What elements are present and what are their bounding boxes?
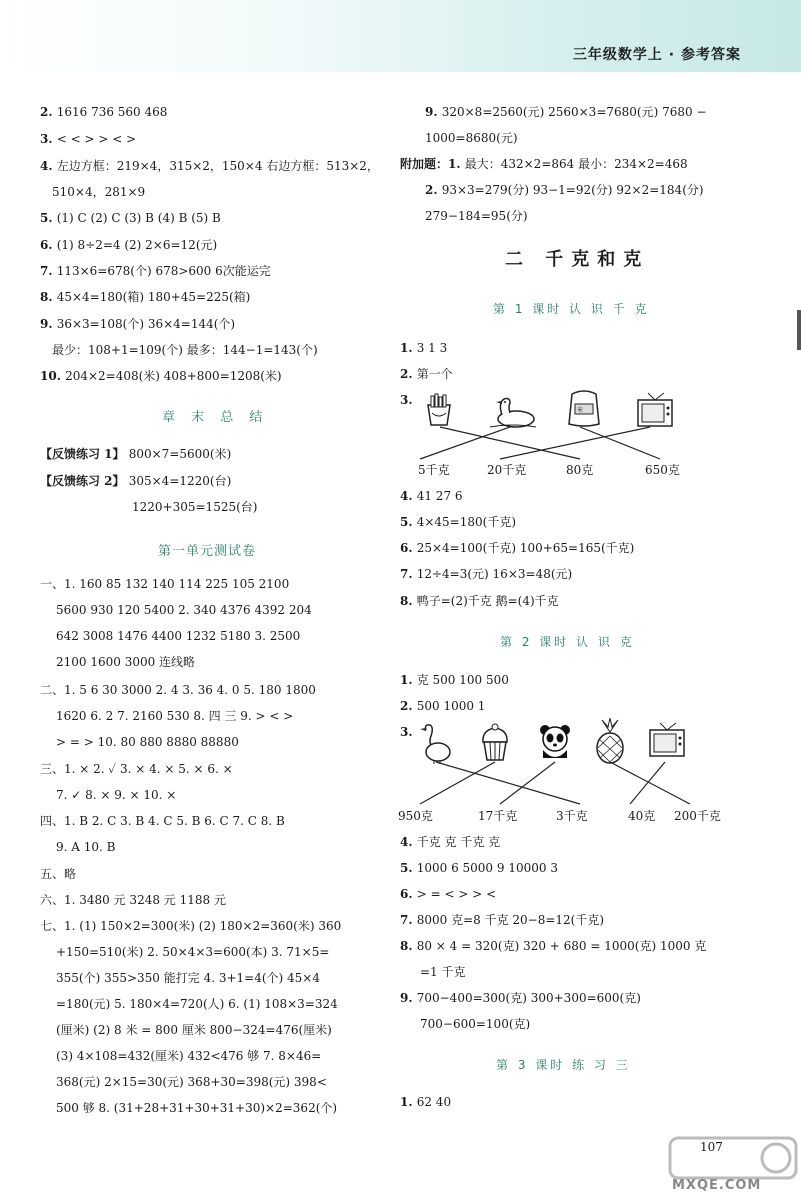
answer-line (40, 473, 231, 489)
pineapple-icon (592, 718, 628, 764)
answer-text: 25×4=100(千克) 100+65=165(千克) (416, 541, 635, 555)
answer-line: (厘米) (2) 8 米 = 800 厘米 800−324=476(厘米) (56, 1023, 332, 1037)
weight-label: 3千克 (556, 809, 588, 823)
matching-lines-1 (400, 425, 700, 465)
duck-icon (488, 393, 538, 429)
answer-text: < < > > < > (56, 132, 137, 146)
question-number: 7. (400, 567, 417, 581)
question-number: 4. (400, 835, 417, 849)
weight-label: 650克 (645, 463, 680, 477)
answer-text: 320×8=2560(元) 2560×3=7680(元) 7680 − (441, 105, 707, 119)
answer-line: +150=510(米) 2. 50×4×3=600(本) 3. 71×5= (56, 945, 330, 959)
chapter-title: 二 千克和克 (505, 249, 650, 270)
answer-line (400, 366, 453, 382)
answer-text: 700−600=100(克) (420, 1017, 531, 1031)
answer-text: 8000 克=8 千克 20−8=12(千克) (416, 913, 605, 927)
question-number: 9. (425, 105, 442, 119)
question-number: 8. (400, 594, 417, 608)
answer-line: > = > 10. 80 880 8880 88880 (56, 735, 239, 749)
question-number: 7. (400, 913, 417, 927)
lesson-title-2: 第 2 课时 认 识 克 (500, 635, 635, 649)
page-header-title: 三年级数学上 · 参考答案 (572, 47, 741, 63)
answer-text: 700−400=300(克) 300+300=600(克) (416, 991, 641, 1005)
answer-line (400, 540, 634, 556)
answer-text: 最大：432×2=864 最小：234×2=468 (464, 157, 688, 171)
answer-line: 500 够 8. (31+28+31+30+31+30)×2=362(个) (56, 1101, 338, 1115)
answer-text: (1) 8÷2=4 (2) 2×6=12(元) (56, 238, 218, 252)
question-number: 4. (400, 489, 417, 503)
answer-text: 左边方框：219×4，315×2，150×4 右边方框：513×2， (56, 159, 379, 173)
answer-line (40, 446, 231, 462)
answer-text: > = < > > < (416, 887, 497, 901)
question-number: 1. (400, 341, 417, 355)
weight-label: 80克 (566, 463, 594, 477)
answer-line (420, 964, 466, 980)
answer-text: 鸭子=(2)千克 鹅=(4)千克 (416, 594, 559, 608)
answer-text: 62 40 (416, 1095, 452, 1109)
answer-line (400, 990, 641, 1006)
answer-line: 四、1. B 2. C 3. B 4. C 5. B 6. C 7. C 8. B (40, 814, 285, 828)
answer-line (40, 316, 235, 332)
answer-text: =1 千克 (420, 965, 466, 979)
question-number: 7. (40, 264, 57, 278)
question-number: 5. (400, 515, 417, 529)
answer-text: 80 × 4 = 320(克) 320 + 680 = 1000(克) 1000 克 (416, 939, 707, 953)
question-number: 9. (400, 991, 417, 1005)
answer-text: 第一个 (416, 367, 453, 381)
question-number: 2. (400, 699, 417, 713)
answer-text: 最少：108+1=109(个) 最多：144−1=143(个) (52, 343, 318, 357)
answer-line (40, 158, 379, 174)
page-edge-mark (797, 310, 801, 350)
answer-line (400, 672, 509, 688)
answer-line: 642 3008 1476 4400 1232 5180 3. 2500 (56, 629, 301, 643)
answer-line (425, 104, 707, 120)
answer-line (400, 698, 485, 714)
question-number: 2. (425, 183, 442, 197)
answer-text: 204×2=408(米) 408+800=1208(米) (65, 369, 282, 383)
answer-line (40, 237, 217, 253)
answer-line: 7. ✓ 8. × 9. × 10. × (56, 788, 177, 802)
question-number: 6. (400, 541, 417, 555)
answer-line: (3) 4×108=432(厘米) 432<476 够 7. 8×46= (56, 1049, 322, 1063)
answer-line (400, 488, 463, 504)
answer-line (400, 392, 413, 408)
answer-line (400, 834, 500, 850)
answer-line (400, 514, 516, 530)
question-number: 【反馈练习 2】 (40, 474, 129, 488)
answer-line: 1620 6. 2 7. 2160 530 8. 四 三 9. > < > (56, 709, 294, 723)
fries-icon (422, 393, 456, 427)
weight-label: 17千克 (478, 809, 518, 823)
question-number: 4. (40, 159, 57, 173)
answer-line (425, 208, 528, 224)
question-number: 9. (40, 317, 57, 331)
goose-icon (418, 722, 452, 764)
answer-text: 279−184=95(分) (425, 209, 528, 223)
answer-line: 五、略 (40, 867, 77, 881)
answer-text: 800×7=5600(米) (128, 447, 232, 461)
cupcake-icon (478, 722, 512, 762)
answer-text: 500 1000 1 (416, 699, 486, 713)
answer-line (425, 182, 704, 198)
question-number: 5. (400, 861, 417, 875)
television-icon (648, 722, 686, 758)
answer-line (400, 156, 688, 172)
weight-label: 40克 (628, 809, 656, 823)
answer-line (400, 593, 559, 609)
answer-line (40, 289, 250, 305)
answer-text: 12÷4=3(元) 16×3=48(元) (416, 567, 573, 581)
section-title-summary: 章 末 总 结 (162, 410, 269, 425)
weight-label: 200千克 (674, 809, 721, 823)
answer-line: 二、1. 5 6 30 3000 2. 4 3. 36 4. 0 5. 180 1800 (40, 683, 316, 697)
answer-text: 3 1 3 (416, 341, 448, 355)
answer-line: =180(元) 5. 180×4=720(人) 6. (1) 108×3=324 (56, 997, 338, 1011)
answer-line (400, 912, 604, 928)
answer-line: 一、1. 160 85 132 140 114 225 105 2100 (40, 577, 290, 591)
matching-lines-2 (400, 760, 720, 808)
answer-text: (1) C (2) C (3) B (4) B (5) B (56, 211, 221, 225)
answer-text: 93×3=279(分) 93−1=92(分) 92×2=184(分) (441, 183, 704, 197)
answer-line (420, 1016, 530, 1032)
answer-line: 2100 1600 3000 连线略 (56, 655, 196, 669)
answer-line: 三、1. × 2. ✓ 3. × 4. × 5. × 6. × (40, 762, 233, 776)
question-number: 8. (40, 290, 57, 304)
question-number: 6. (400, 887, 417, 901)
answer-text: 1616 736 560 468 (56, 105, 168, 119)
answer-line (400, 860, 558, 876)
answer-text: 510×4，281×9 (52, 185, 146, 199)
answer-text: 45×4=180(箱) 180+45=225(箱) (56, 290, 251, 304)
answer-line (400, 340, 447, 356)
question-number: 1. (400, 673, 417, 687)
question-number: 5. (40, 211, 57, 225)
answer-line (400, 938, 706, 954)
answer-text: 4×45=180(千克) (416, 515, 517, 529)
lesson-title-1: 第 1 课时 认 识 千 克 (493, 302, 650, 316)
question-number: 2. (400, 367, 417, 381)
answer-line (425, 130, 518, 146)
question-number: 6. (40, 238, 57, 252)
answer-line (52, 184, 145, 200)
question-number: 10. (40, 369, 66, 383)
answer-line: 9. A 10. B (56, 840, 116, 854)
question-number: 3. (40, 132, 57, 146)
answer-text: 305×4=1220(台) (128, 474, 232, 488)
question-number: 8. (400, 939, 417, 953)
answer-text: 千克 克 千克 克 (416, 835, 501, 849)
answer-line: 六、1. 3480 元 3248 元 1188 元 (40, 893, 226, 907)
answer-text: 41 27 6 (416, 489, 463, 503)
question-number: 附加题：1. (400, 157, 465, 171)
answer-text: 1000=8680(元) (425, 131, 518, 145)
question-number: 【反馈练习 1】 (40, 447, 129, 461)
question-number: 1. (400, 1095, 417, 1109)
answer-line (40, 368, 282, 384)
question-number: 2. (40, 105, 57, 119)
answer-text: 1220+305=1525(台) (132, 500, 258, 514)
weight-label: 5千克 (418, 463, 450, 477)
rice-bag-icon (566, 388, 602, 428)
weight-label: 20千克 (487, 463, 527, 477)
answer-text: 113×6=678(个) 678>600 6次能运完 (56, 264, 271, 278)
answer-line: 5600 930 120 5400 2. 340 4376 4392 204 (56, 603, 312, 617)
answer-line (400, 566, 572, 582)
answer-line (400, 724, 413, 740)
answer-text: 36×3=108(个) 36×4=144(个) (56, 317, 236, 331)
section-title-unit-test: 第一单元测试卷 (158, 544, 257, 559)
answer-line (40, 263, 271, 279)
answer-line: 355(个) 355>350 能打完 4. 3+1=4(个) 45×4 (56, 971, 320, 985)
lesson-title-3: 第 3 课时 练 习 三 (496, 1058, 631, 1072)
svg-text:米: 米 (577, 407, 584, 414)
answer-line (40, 104, 167, 120)
answer-text: 克 500 100 500 (416, 673, 509, 687)
answer-line (40, 131, 136, 147)
question-number: 3. (400, 725, 413, 739)
television-icon (636, 392, 674, 428)
answer-text: 1000 6 5000 9 10000 3 (416, 861, 558, 875)
answer-line (52, 342, 318, 358)
answer-line (132, 499, 257, 515)
answer-line (40, 210, 221, 226)
answer-line: 七、1. (1) 150×2=300(米) (2) 180×2=360(米) 360 (40, 919, 342, 933)
weight-label: 950克 (398, 809, 433, 823)
answer-line (400, 886, 496, 902)
answer-line: 368(元) 2×15=30(元) 368+30=398(元) 398< (56, 1075, 327, 1089)
question-number: 3. (400, 393, 413, 407)
panda-icon (538, 724, 572, 760)
answer-line (400, 1094, 451, 1110)
page-number: 107 (700, 1140, 723, 1154)
watermark-url: MXQE.COM (672, 1178, 762, 1193)
